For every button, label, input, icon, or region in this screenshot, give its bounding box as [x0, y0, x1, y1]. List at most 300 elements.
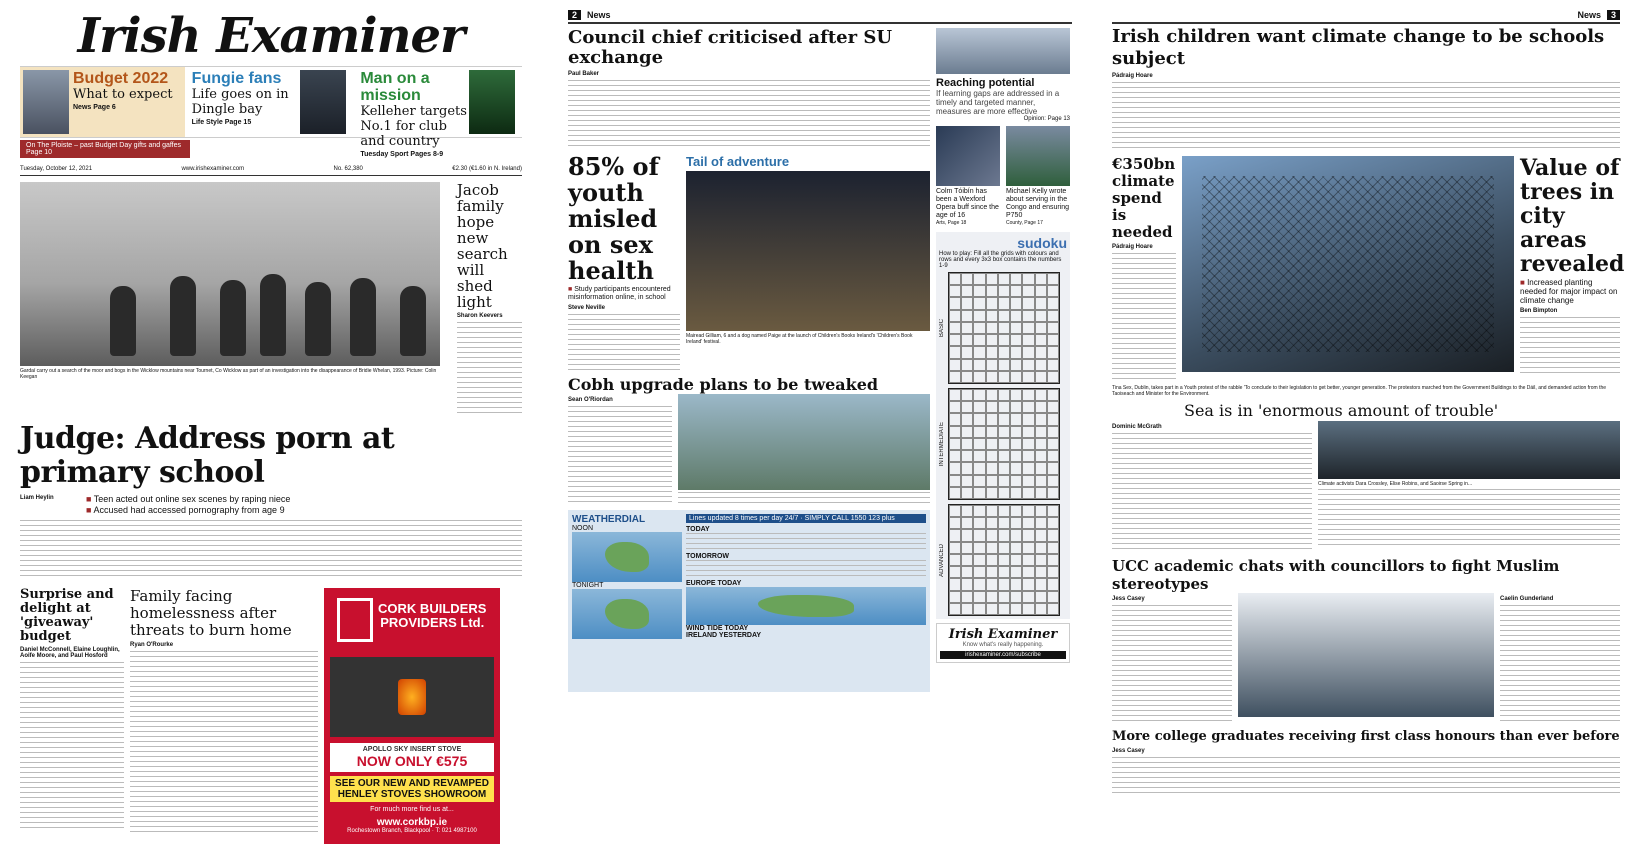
- sudoku-cell[interactable]: [986, 413, 998, 425]
- sudoku-cell[interactable]: [1035, 285, 1047, 297]
- sudoku-cell[interactable]: [973, 426, 985, 438]
- sudoku-cell[interactable]: [973, 475, 985, 487]
- sudoku-cell[interactable]: [998, 346, 1010, 358]
- sudoku-cell[interactable]: [1022, 285, 1034, 297]
- sudoku-cell[interactable]: [973, 334, 985, 346]
- sudoku-cell[interactable]: [973, 389, 985, 401]
- sudoku-cell[interactable]: [998, 285, 1010, 297]
- sudoku-cell[interactable]: [1035, 450, 1047, 462]
- weather-map-noon: [572, 532, 682, 582]
- sudoku-cell[interactable]: [986, 389, 998, 401]
- sudoku-cell[interactable]: [998, 401, 1010, 413]
- sudoku-cell[interactable]: [973, 566, 985, 578]
- subscribe-promo[interactable]: [936, 623, 1070, 663]
- sudoku-cell[interactable]: [986, 487, 998, 499]
- lead-byline: Liam Heylin: [20, 495, 54, 501]
- sudoku-cell[interactable]: [961, 450, 973, 462]
- sudoku-cell[interactable]: [961, 475, 973, 487]
- sudoku-cell[interactable]: [986, 591, 998, 603]
- sudoku-cell[interactable]: [986, 505, 998, 517]
- youth-headline: 85% of youth misled on sex health: [568, 152, 659, 285]
- sudoku-cell[interactable]: [998, 426, 1010, 438]
- sudoku-cell[interactable]: [1035, 578, 1047, 590]
- sudoku-cell[interactable]: [1047, 426, 1059, 438]
- sudoku-cell[interactable]: [1010, 450, 1022, 462]
- sudoku-cell[interactable]: [949, 371, 961, 383]
- sudoku-cell[interactable]: [1035, 487, 1047, 499]
- sudoku-cell[interactable]: [961, 603, 973, 615]
- sudoku-cell[interactable]: [1047, 273, 1059, 285]
- sudoku-cell[interactable]: [973, 371, 985, 383]
- sudoku-cell[interactable]: [1010, 297, 1022, 309]
- sudoku-cell[interactable]: [1010, 273, 1022, 285]
- advert-cork-builders[interactable]: [324, 588, 500, 844]
- lead-bullets: [86, 494, 290, 516]
- sudoku-cell[interactable]: [973, 578, 985, 590]
- sudoku-cell[interactable]: [986, 273, 998, 285]
- sudoku-cell[interactable]: [961, 542, 973, 554]
- sudoku-cell[interactable]: [949, 334, 961, 346]
- sudoku-grid[interactable]: [948, 504, 1060, 616]
- sudoku-cell[interactable]: [998, 554, 1010, 566]
- sudoku-cell[interactable]: [949, 462, 961, 474]
- sudoku-cell[interactable]: [986, 578, 998, 590]
- sudoku-cell[interactable]: [961, 297, 973, 309]
- sudoku-cell[interactable]: [1022, 603, 1034, 615]
- sudoku-cell[interactable]: [1047, 359, 1059, 371]
- sudoku-cell[interactable]: [949, 475, 961, 487]
- sudoku-cell[interactable]: [1022, 297, 1034, 309]
- sudoku-cell[interactable]: [1022, 438, 1034, 450]
- sudoku-cell[interactable]: [1022, 517, 1034, 529]
- sudoku-cell[interactable]: [1035, 505, 1047, 517]
- sudoku-cell[interactable]: [986, 334, 998, 346]
- sudoku-cell[interactable]: [961, 566, 973, 578]
- promo-strip[interactable]: On The Ploiste – past Budget Day gifts and gaffes Page 10: [20, 140, 190, 158]
- sudoku-cell[interactable]: [1047, 322, 1059, 334]
- sudoku-cell[interactable]: [1035, 542, 1047, 554]
- sudoku-cell[interactable]: [1022, 554, 1034, 566]
- sudoku-cell[interactable]: [986, 401, 998, 413]
- sudoku-cell[interactable]: [1022, 273, 1034, 285]
- sudoku-cell[interactable]: [998, 310, 1010, 322]
- sudoku-cell[interactable]: [949, 517, 961, 529]
- sudoku-cell[interactable]: [961, 505, 973, 517]
- sudoku-cell[interactable]: [973, 591, 985, 603]
- sudoku-cell[interactable]: [961, 591, 973, 603]
- sudoku-cell[interactable]: [973, 438, 985, 450]
- sudoku-cell[interactable]: [961, 285, 973, 297]
- sudoku-cell[interactable]: [949, 285, 961, 297]
- sudoku-cell[interactable]: [949, 322, 961, 334]
- sudoku-cell[interactable]: [949, 389, 961, 401]
- sudoku-cell[interactable]: [1022, 450, 1034, 462]
- sudoku-cell[interactable]: [949, 310, 961, 322]
- sudoku-cell[interactable]: [1047, 591, 1059, 603]
- teaser-budget[interactable]: [20, 67, 185, 137]
- sudoku-cell[interactable]: [961, 462, 973, 474]
- ucc-headline[interactable]: UCC academic chats with councillors to fight Muslim stereotypes: [1112, 557, 1560, 593]
- sudoku-cell[interactable]: [1047, 529, 1059, 541]
- teaser-fungie[interactable]: [189, 67, 354, 137]
- advert-more: For much more find us at...: [370, 806, 454, 813]
- sudoku-cell[interactable]: [949, 450, 961, 462]
- sudoku-cell[interactable]: [949, 297, 961, 309]
- profile-kelly[interactable]: [1006, 126, 1070, 226]
- sudoku-cell[interactable]: [1022, 346, 1034, 358]
- profile-ref: Arts, Page 18: [936, 220, 967, 226]
- sudoku-cell[interactable]: [998, 389, 1010, 401]
- sudoku-cell[interactable]: [1047, 487, 1059, 499]
- sudoku-cell[interactable]: [1047, 505, 1059, 517]
- sudoku-cell[interactable]: [1010, 475, 1022, 487]
- tail-feature[interactable]: [686, 154, 930, 372]
- sudoku-cell[interactable]: [1035, 517, 1047, 529]
- promo-tag: Know what's really happening.: [962, 642, 1044, 648]
- page-header: [568, 10, 1072, 24]
- page-number: 2: [568, 10, 581, 20]
- sudoku-cell[interactable]: [1047, 475, 1059, 487]
- sudoku-cell[interactable]: [1010, 462, 1022, 474]
- sudoku-cell[interactable]: [986, 438, 998, 450]
- sudoku-cell[interactable]: [961, 487, 973, 499]
- sudoku-cell[interactable]: [986, 475, 998, 487]
- sudoku-cell[interactable]: [1035, 310, 1047, 322]
- sudoku-cell[interactable]: [1035, 389, 1047, 401]
- sudoku-cell[interactable]: [1022, 322, 1034, 334]
- sudoku-cell[interactable]: [1022, 591, 1034, 603]
- sudoku-cell[interactable]: [1010, 389, 1022, 401]
- sudoku-cell[interactable]: [1035, 297, 1047, 309]
- teaser-title: Man on a mission: [360, 70, 430, 104]
- sudoku-cell[interactable]: [1010, 542, 1022, 554]
- sudoku-cell[interactable]: [1022, 389, 1034, 401]
- sea-body-2: [1318, 489, 1620, 549]
- sudoku-cell[interactable]: [949, 529, 961, 541]
- sudoku-cell[interactable]: [1047, 389, 1059, 401]
- sudoku-cell[interactable]: [1047, 310, 1059, 322]
- sudoku-cell[interactable]: [998, 591, 1010, 603]
- hero-photo: [20, 182, 440, 366]
- sudoku-cell[interactable]: [986, 517, 998, 529]
- sudoku-cell[interactable]: [998, 542, 1010, 554]
- sudoku-cell[interactable]: [1010, 322, 1022, 334]
- sudoku-cell[interactable]: [1047, 371, 1059, 383]
- spend-story[interactable]: [1112, 156, 1176, 383]
- sudoku-cell[interactable]: [986, 346, 998, 358]
- sudoku-cell[interactable]: [961, 359, 973, 371]
- sudoku-cell[interactable]: [1035, 273, 1047, 285]
- sudoku-cell[interactable]: [973, 603, 985, 615]
- advert-url[interactable]: www.corkbp.ie: [376, 817, 448, 828]
- sudoku-cell[interactable]: [1010, 371, 1022, 383]
- sudoku-cell[interactable]: [986, 359, 998, 371]
- sudoku-cell[interactable]: [1010, 591, 1022, 603]
- sudoku-cell[interactable]: [1010, 334, 1022, 346]
- sudoku-cell[interactable]: [986, 450, 998, 462]
- sudoku-cell[interactable]: [1010, 566, 1022, 578]
- ucc-byline-2: Caelin Gunderland: [1500, 596, 1554, 602]
- sudoku-cell[interactable]: [973, 285, 985, 297]
- sudoku-cell[interactable]: [961, 371, 973, 383]
- sudoku-cell[interactable]: [1022, 542, 1034, 554]
- sudoku-cell[interactable]: [1035, 554, 1047, 566]
- teaser-photo: [469, 70, 515, 134]
- front-page: [0, 0, 538, 834]
- sudoku-cell[interactable]: [998, 505, 1010, 517]
- sudoku-cell[interactable]: [1035, 334, 1047, 346]
- sudoku-cell[interactable]: [1010, 346, 1022, 358]
- sudoku-cell[interactable]: [998, 517, 1010, 529]
- sudoku-grid[interactable]: [948, 272, 1060, 384]
- sudoku-cell[interactable]: [998, 578, 1010, 590]
- sudoku-cell[interactable]: [949, 542, 961, 554]
- sudoku-cell[interactable]: [1047, 566, 1059, 578]
- sudoku-cell[interactable]: [986, 542, 998, 554]
- sudoku-cell[interactable]: [1022, 505, 1034, 517]
- sudoku-cell[interactable]: [1035, 413, 1047, 425]
- sudoku-cell[interactable]: [1035, 426, 1047, 438]
- sudoku-cell[interactable]: [1010, 401, 1022, 413]
- sudoku-cell[interactable]: [998, 487, 1010, 499]
- sudoku-cell[interactable]: [973, 542, 985, 554]
- sudoku-cell[interactable]: [961, 578, 973, 590]
- sudoku-cell[interactable]: [1035, 359, 1047, 371]
- sudoku-cell[interactable]: [986, 426, 998, 438]
- sudoku-cell[interactable]: [949, 578, 961, 590]
- sudoku-cell[interactable]: [986, 462, 998, 474]
- sudoku-cell[interactable]: [949, 603, 961, 615]
- sudoku-cell[interactable]: [961, 322, 973, 334]
- sudoku-cell[interactable]: [1022, 475, 1034, 487]
- sudoku-cell[interactable]: [949, 401, 961, 413]
- trees-headline: Value of trees in city areas revealed: [1520, 155, 1625, 277]
- council-headline[interactable]: Council chief criticised after SU exchange: [568, 27, 893, 68]
- sudoku-cell[interactable]: [998, 529, 1010, 541]
- sudoku-cell[interactable]: [961, 273, 973, 285]
- sudoku-cell[interactable]: [1035, 566, 1047, 578]
- sudoku-cell[interactable]: [1022, 413, 1034, 425]
- sudoku-cell[interactable]: [1010, 285, 1022, 297]
- sudoku-cell[interactable]: [1022, 578, 1034, 590]
- sudoku-cell[interactable]: [1047, 603, 1059, 615]
- sudoku-cell[interactable]: [986, 285, 998, 297]
- teaser-man-on-mission[interactable]: [357, 67, 522, 158]
- sudoku-cell[interactable]: [1035, 462, 1047, 474]
- sudoku-cell[interactable]: [961, 346, 973, 358]
- sudoku-cell[interactable]: [1047, 334, 1059, 346]
- weather-tonight: TONIGHT: [572, 582, 604, 589]
- sudoku-cell[interactable]: [1047, 346, 1059, 358]
- sudoku-cell[interactable]: [949, 426, 961, 438]
- sudoku-cell[interactable]: [1010, 603, 1022, 615]
- sudoku-cell[interactable]: [1047, 413, 1059, 425]
- sudoku-cell[interactable]: [961, 529, 973, 541]
- sudoku-cell[interactable]: [998, 462, 1010, 474]
- sudoku-cell[interactable]: [949, 438, 961, 450]
- sudoku-cell[interactable]: [1035, 371, 1047, 383]
- sudoku-cell[interactable]: [949, 591, 961, 603]
- sudoku-cell[interactable]: [986, 310, 998, 322]
- section-label: News: [587, 10, 611, 20]
- family-story[interactable]: [130, 588, 318, 844]
- sudoku-cell[interactable]: [1010, 505, 1022, 517]
- sudoku-cell[interactable]: [998, 297, 1010, 309]
- sudoku-cell[interactable]: [949, 273, 961, 285]
- sudoku-cell[interactable]: [1035, 591, 1047, 603]
- sudoku-cell[interactable]: [1010, 554, 1022, 566]
- sudoku-cell[interactable]: [986, 603, 998, 615]
- sudoku-cell[interactable]: [1022, 487, 1034, 499]
- youth-story[interactable]: [568, 154, 680, 372]
- profile-toibin[interactable]: [936, 126, 1000, 226]
- sudoku-cell[interactable]: [961, 517, 973, 529]
- sudoku-cell[interactable]: [973, 462, 985, 474]
- sudoku-cell[interactable]: [973, 450, 985, 462]
- sudoku-cell[interactable]: [1010, 310, 1022, 322]
- sudoku-cell[interactable]: [986, 566, 998, 578]
- sudoku-cell[interactable]: [1022, 334, 1034, 346]
- sudoku-cell[interactable]: [973, 529, 985, 541]
- sudoku-cell[interactable]: [949, 359, 961, 371]
- sudoku-cell[interactable]: [1047, 462, 1059, 474]
- teaser-tag: Life Style: [191, 119, 223, 126]
- sudoku-cell[interactable]: [1022, 566, 1034, 578]
- feature-title: Tail of adventure: [686, 154, 790, 169]
- trees-story[interactable]: [1520, 155, 1625, 383]
- sudoku-cell[interactable]: [1022, 371, 1034, 383]
- sudoku-cell[interactable]: [961, 554, 973, 566]
- sudoku-cell[interactable]: [961, 334, 973, 346]
- sudoku-cell[interactable]: [1010, 578, 1022, 590]
- sudoku-cell[interactable]: [1035, 438, 1047, 450]
- sudoku-cell[interactable]: [1035, 603, 1047, 615]
- promo-url[interactable]: irishexaminer.com/subscribe: [940, 651, 1066, 659]
- sudoku-cell[interactable]: [1047, 554, 1059, 566]
- sudoku-cell[interactable]: [1010, 359, 1022, 371]
- climate-headline[interactable]: Irish children want climate change to be schools subject: [1112, 26, 1605, 69]
- sudoku-cell[interactable]: [1047, 517, 1059, 529]
- sudoku-cell[interactable]: [998, 566, 1010, 578]
- issue-number: No. 62,380: [333, 166, 363, 172]
- sudoku-cell[interactable]: [973, 273, 985, 285]
- sudoku-cell[interactable]: [973, 310, 985, 322]
- sudoku-cell[interactable]: [973, 401, 985, 413]
- sudoku-cell[interactable]: [1010, 529, 1022, 541]
- sudoku-cell[interactable]: [1010, 438, 1022, 450]
- sudoku-cell[interactable]: [998, 322, 1010, 334]
- sudoku-cell[interactable]: [961, 413, 973, 425]
- cobh-headline[interactable]: Cobh upgrade plans to be tweaked: [568, 375, 879, 394]
- sudoku-cell[interactable]: [1047, 578, 1059, 590]
- sudoku-cell[interactable]: [973, 487, 985, 499]
- lead-headline[interactable]: Judge: Address porn at primary school: [20, 421, 395, 490]
- sudoku-cell[interactable]: [1022, 529, 1034, 541]
- sudoku-cell[interactable]: [949, 505, 961, 517]
- sudoku-cell[interactable]: [1010, 517, 1022, 529]
- weather-brand: WEATHERDIAL: [572, 514, 646, 525]
- sudoku-cell[interactable]: [1035, 401, 1047, 413]
- sudoku-cell[interactable]: [1022, 401, 1034, 413]
- sudoku-cell[interactable]: [961, 401, 973, 413]
- sudoku-cell[interactable]: [949, 487, 961, 499]
- side-story[interactable]: [457, 182, 522, 414]
- sudoku-cell[interactable]: [949, 346, 961, 358]
- sudoku-cell[interactable]: [1022, 310, 1034, 322]
- sudoku-cell[interactable]: [973, 517, 985, 529]
- sudoku-cell[interactable]: [986, 297, 998, 309]
- teaser-tag: Tuesday Sport: [360, 151, 409, 158]
- reaching-title[interactable]: Reaching potential: [936, 77, 1035, 89]
- sudoku-cell[interactable]: [998, 413, 1010, 425]
- sudoku-cell[interactable]: [1022, 426, 1034, 438]
- teaser-page: Page 6: [93, 104, 116, 111]
- sudoku-cell[interactable]: [998, 359, 1010, 371]
- sudoku-cell[interactable]: [1047, 297, 1059, 309]
- sudoku-cell[interactable]: [973, 322, 985, 334]
- sudoku-cell[interactable]: [1047, 450, 1059, 462]
- sea-headline[interactable]: Sea is in 'enormous amount of trouble': [1184, 401, 1499, 420]
- sudoku-cell[interactable]: [949, 413, 961, 425]
- sudoku-cell[interactable]: [961, 310, 973, 322]
- budget-story[interactable]: [20, 588, 124, 844]
- sudoku-cell[interactable]: [1010, 487, 1022, 499]
- sudoku-cell[interactable]: [998, 603, 1010, 615]
- sudoku-cell[interactable]: [998, 475, 1010, 487]
- weather-today-text: [686, 533, 926, 553]
- sudoku-cell[interactable]: [1047, 401, 1059, 413]
- sudoku-cell[interactable]: [973, 413, 985, 425]
- sudoku-cell[interactable]: [1047, 285, 1059, 297]
- sudoku-cell[interactable]: [986, 371, 998, 383]
- sudoku-cell[interactable]: [998, 438, 1010, 450]
- feature-caption: Mairead Gilliam, 6 and a dog named Paige at the launch of Children's Books Ireland's 'Children's Book Ireland' festival.: [686, 333, 913, 345]
- sudoku-cell[interactable]: [961, 389, 973, 401]
- sudoku-cell[interactable]: [986, 554, 998, 566]
- sudoku-cell[interactable]: [961, 438, 973, 450]
- sudoku-grid[interactable]: [948, 388, 1060, 500]
- sudoku-cell[interactable]: [1035, 529, 1047, 541]
- sudoku-cell[interactable]: [998, 371, 1010, 383]
- college-headline[interactable]: More college graduates receiving first class honours than ever before: [1112, 729, 1620, 744]
- sudoku-cell[interactable]: [1035, 322, 1047, 334]
- sudoku-cell[interactable]: [973, 505, 985, 517]
- sudoku-cell[interactable]: [1022, 462, 1034, 474]
- sudoku-panel: [936, 232, 1070, 619]
- sudoku-cell[interactable]: [949, 566, 961, 578]
- sudoku-cell[interactable]: [1035, 475, 1047, 487]
- sudoku-cell[interactable]: [973, 554, 985, 566]
- sudoku-cell[interactable]: [998, 450, 1010, 462]
- sudoku-cell[interactable]: [998, 334, 1010, 346]
- sudoku-cell[interactable]: [1010, 413, 1022, 425]
- sudoku-cell[interactable]: [973, 359, 985, 371]
- sudoku-cell[interactable]: [973, 346, 985, 358]
- sudoku-cell[interactable]: [1035, 346, 1047, 358]
- weather-wind: WIND TIDE TODAY: [686, 625, 749, 632]
- sudoku-cell[interactable]: [949, 554, 961, 566]
- sudoku-cell[interactable]: [1047, 542, 1059, 554]
- sudoku-cell[interactable]: [973, 297, 985, 309]
- sudoku-cell[interactable]: [1010, 426, 1022, 438]
- sudoku-cell[interactable]: [986, 529, 998, 541]
- sudoku-cell[interactable]: [1047, 438, 1059, 450]
- sudoku-cell[interactable]: [998, 273, 1010, 285]
- sudoku-cell[interactable]: [961, 426, 973, 438]
- site-url[interactable]: www.irishexaminer.com: [181, 166, 245, 172]
- sudoku-cell[interactable]: [986, 322, 998, 334]
- sudoku-cell[interactable]: [1022, 359, 1034, 371]
